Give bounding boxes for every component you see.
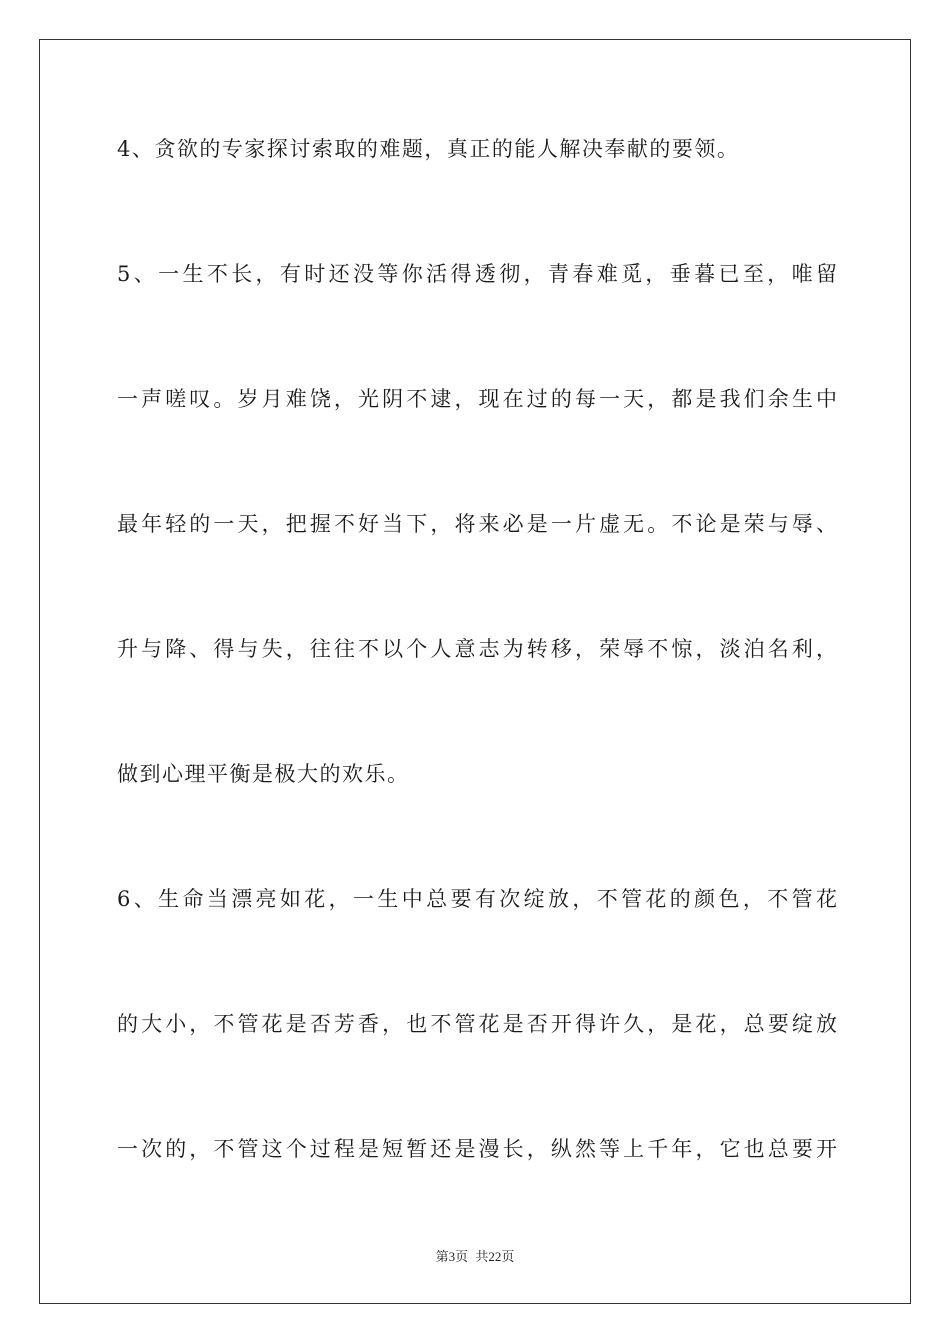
text-line-7: 6、生命当漂亮如花，一生中总要有次绽放，不管花的颜色，不管花	[117, 887, 837, 911]
text-line-4: 最年轻的一天，把握不好当下，将来必是一片虚无。不论是荣与辱、	[117, 512, 837, 536]
text-line-2: 5、一生不长，有时还没等你活得透彻，青春难觅，垂暮已至，唯留	[117, 262, 837, 286]
text-line-1: 4、贪欲的专家探讨索取的难题，真正的能人解决奉献的要领。	[117, 137, 740, 161]
page-footer	[0, 1246, 950, 1265]
text-line-5: 升与降、得与失，往往不以个人意志为转移，荣辱不惊，淡泊名利，	[117, 637, 837, 661]
text-line-9: 一次的，不管这个过程是短暂还是漫长，纵然等上千年，它也总要开	[117, 1137, 837, 1161]
text-line-6: 做到心理平衡是极大的欢乐。	[117, 762, 410, 786]
text-line-3: 一声嗟叹。岁月难饶，光阴不逮，现在过的每一天，都是我们余生中	[117, 387, 837, 411]
page-number: 第3页	[435, 1249, 469, 1264]
page-border	[39, 39, 911, 1304]
page-total: 共22页	[475, 1249, 515, 1264]
text-line-8: 的大小，不管花是否芳香，也不管花是否开得许久，是花，总要绽放	[117, 1012, 837, 1036]
